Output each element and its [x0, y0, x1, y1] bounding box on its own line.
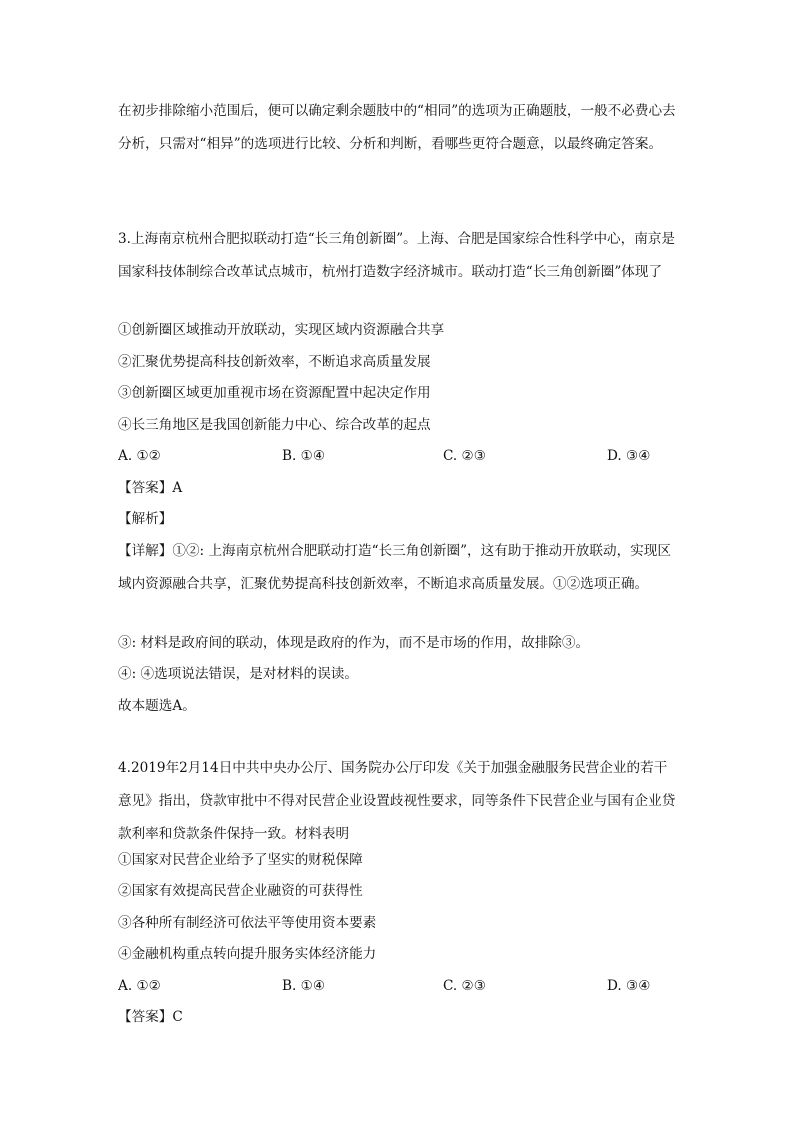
intro-paragraph: 在初步排除缩小范围后，便可以确定剩余题肢中的“相同”的选项为正确题肢，一般不必费心去分析，只需对“相异”的选项进行比较、分析和判断，看哪些更符合题意，以最终确定答案。 [118, 103, 676, 152]
question-3-note-3: ③: 材料是政府间的联动，体现是政府的作为，而不是市场的作用，故排除③。 [118, 635, 590, 651]
question-3-item-3: ③创新圈区域更加重视市场在资源配置中起决定作用 [118, 385, 431, 401]
question-3-conclusion: 故本题选A。 [118, 698, 196, 714]
question-4-item-2: ②国家有效提高民营企业融资的可获得性 [118, 883, 363, 899]
question-3-option-b: B. ①④ [282, 448, 326, 464]
question-3-item-1: ①创新圈区域推动开放联动，实现区域内资源融合共享 [118, 322, 445, 338]
question-4-item-1: ①国家对民营企业给予了坚实的财税保障 [118, 852, 363, 868]
question-4-item-3: ③各种所有制经济可依法平等使用资本要素 [118, 915, 377, 931]
question-3-options [118, 446, 678, 466]
question-3-detail: 【详解】①②: 上海南京杭州合肥联动打造“长三角创新圈”，这有助于推动开放联动，实现区域内资源融合共享，汇聚优势提高科技创新效率，不断追求高质量发展。①②选项正确。 [118, 543, 671, 592]
question-3-analysis-label: 【解析】 [118, 511, 173, 527]
question-4-option-b: B. ①④ [282, 978, 326, 994]
question-3-stem: 3.上海南京杭州合肥拟联动打造“长三角创新圈”。上海、合肥是国家综合性科学中心，南京是国家科技体制综合改革试点城市，杭州打造数字经济城市。联动打造“长三角创新圈”体现了 [118, 231, 676, 280]
question-3-option-c: C. ②③ [443, 448, 486, 464]
question-4-option-a: A. ①② [118, 978, 161, 994]
question-4-stem: 4.2019年2月14日中共中央办公厅、国务院办公厅印发《关于加强金融服务民营企业的若干意见》指出，贷款审批中不得对民营企业设置歧视性要求，同等条件下民营企业与国有企业贷款利率和贷款条件保持一致。材料表明 [118, 760, 676, 842]
question-4-options [118, 976, 678, 996]
question-4-answer: 【答案】C [118, 1009, 183, 1025]
question-3-item-4: ④长三角地区是我国创新能力中心、综合改革的起点 [118, 417, 431, 433]
question-3-item-2: ②汇聚优势提高科技创新效率，不断追求高质量发展 [118, 354, 431, 370]
question-4-option-c: C. ②③ [443, 978, 486, 994]
question-4-option-d: D. ③④ [607, 978, 651, 994]
question-3-note-4: ④: ④选项说法错误，是对材料的误读。 [118, 666, 358, 682]
question-3-option-a: A. ①② [118, 448, 161, 464]
question-3-answer: 【答案】A [118, 480, 183, 496]
question-3-option-d: D. ③④ [607, 448, 651, 464]
question-4-item-4: ④金融机构重点转向提升服务实体经济能力 [118, 946, 377, 962]
